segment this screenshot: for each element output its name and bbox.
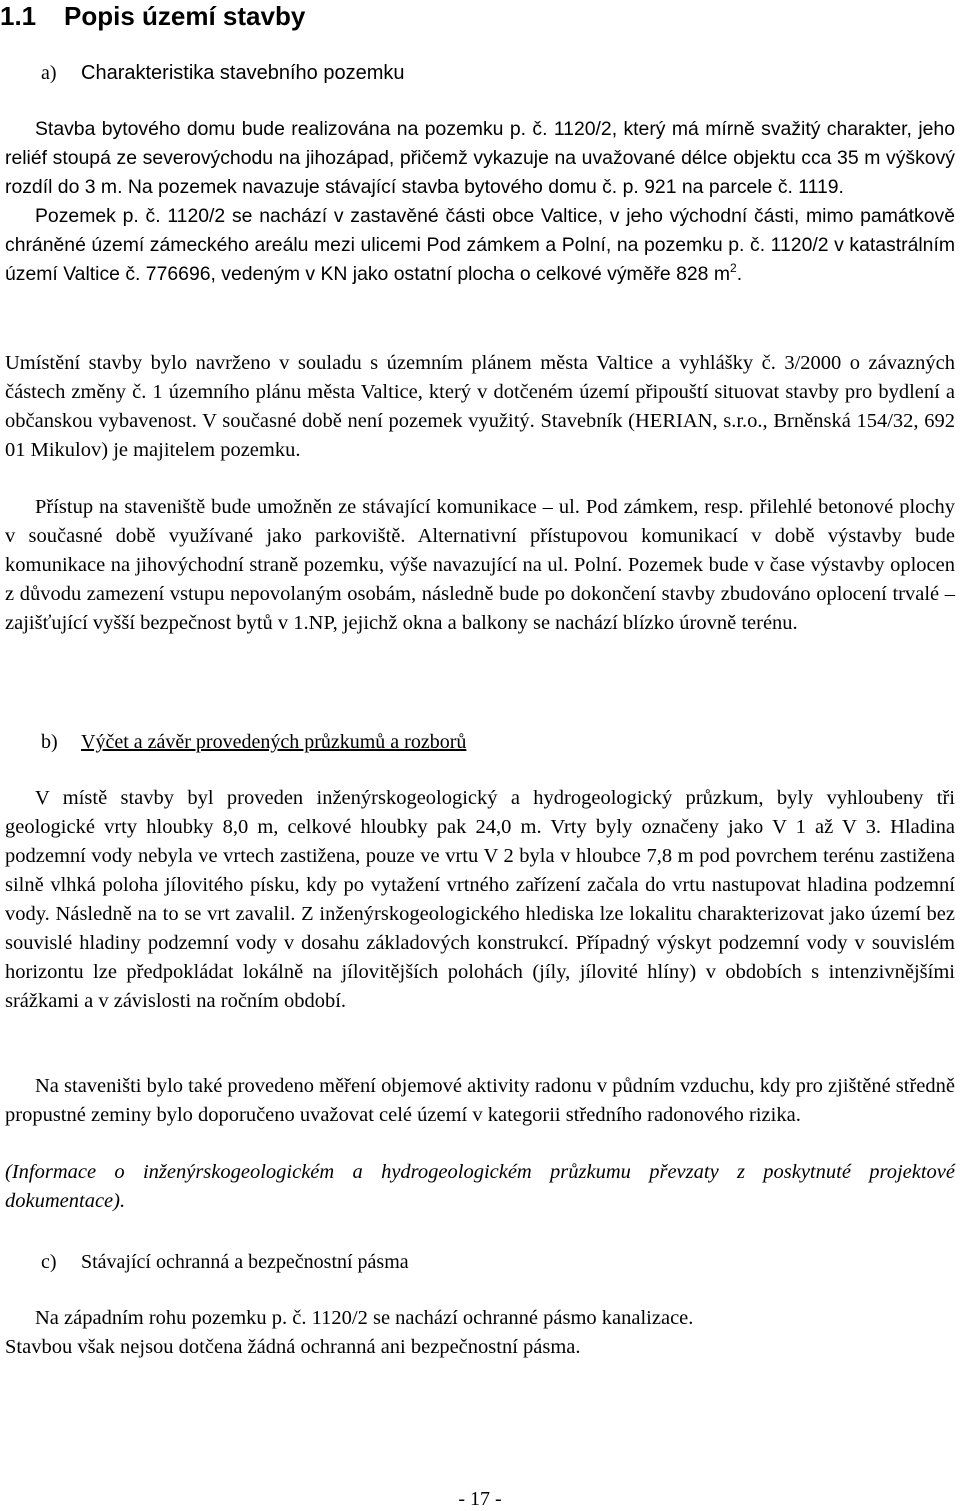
subsection-c-paragraph <box>5 1304 955 1362</box>
paragraph-text: Stavbou však nejsou dotčena žádná ochranná ani bezpečnostní pásma. <box>5 1336 581 1358</box>
subsection-b-letter: b) <box>41 731 58 753</box>
subsection-a-heading <box>41 60 405 86</box>
subsection-a-paragraph-2: Umístění stavby bylo navrženo v souladu s územním plánem města Valtice a vyhlášky č. 3/2000 o závazných částech změny č. 1 územního plánu města Valtice, který v dotčeném území připouští situovat stavby pro bydlení a občanskou vybavenost. V současné době není pozemek využitý. Stavebník (HERIAN, s.r.o., Brněnská 154/32, 692 01 Mikulov) je majitelem pozemku. <box>5 352 955 461</box>
paragraph-text: Stavba bytového domu bude realizována na pozemku p. č. 1120/2, který má mírně svažitý charakter, jeho reliéf stoupá ze severovýchodu na jihozápad, přičemž vykazuje na uvažované délce objektu cca 35 m výškový rozdíl do 3 m. Na pozemek navazuje stávající stavba bytového domu č. p. 921 na parcele č. 1119. <box>5 118 955 198</box>
paragraph-text: Pozemek p. č. 1120/2 se nachází v zastavěné části obce Valtice, v jeho východní části, mimo památkově chráněné území zámeckého areálu mezi ulicemi Pod zámkem a Polní, na pozemku p. č. 1120/2 v katastrálním území Valtice č. 776696, vedeným v KN jako ostatní plocha o celkové výměře 828 $m^2$. <box>5 205 955 285</box>
subsection-c-title: Stávající ochranná a bezpečnostní pásma <box>81 1251 409 1273</box>
section-heading <box>0 0 305 32</box>
subsection-a-paragraph-1 <box>5 115 955 289</box>
subsection-a-letter: a) <box>41 62 57 84</box>
subsection-c-letter: c) <box>41 1251 57 1273</box>
subsection-c-heading <box>41 1249 409 1275</box>
subsection-b-heading <box>41 729 466 755</box>
subsection-a-title: Charakteristika stavebního pozemku <box>81 62 405 84</box>
subsection-a-paragraph-3: Přístup na staveniště bude umožněn ze stávající komunikace – ul. Pod zámkem, resp. přilehlé betonové plochy v současné době využívané jako parkoviště. Alternativní přístupovou komunikací v době výstavby bude komunikace na jihovýchodní straně pozemku, výše navazující na ul. Polní. Pozemek bude v čase výstavby oplocen z důvodu zamezení vstupu nepovolaným osobám, následně bude po dokončení stavby zbudováno oplocení trvalé – zajišťující vyšší bezpečnost bytů v 1.NP, jejichž okna a balkony se nachází blízko úrovně terénu. <box>5 496 955 634</box>
subsection-b-paragraph-2: Na staveništi bylo také provedeno měření objemové aktivity radonu v půdním vzduchu, kdy pro zjištěné středně propustné zeminy bylo doporučeno uvažovat celé území v kategorii středního radonového rizika. <box>5 1075 955 1126</box>
subsection-b-paragraph-1: V místě stavby byl proveden inženýrskogeologický a hydrogeologický průzkum, byly vyhloubeny tři geologické vrty hloubky 8,0 m, celkové hloubky pak 24,0 m. Vrty byly označeny jako V 1 až V 3. Hladina podzemní vody nebyla ve vrtech zastižena, pouze ve vrtu V 2 byla v hloubce 7,8 m pod povrchem terénu zastižena silně vlhká poloha jílovitého písku, kdy po vytažení vrtného zařízení začala do vrtu nastupovat hladina podzemní vody. Následně na to se vrt zavalil. Z inženýrskogeologického hlediska lze lokalitu charakterizovat jako území bez souvislé hladiny podzemní vody v dosahu základových konstrukcí. Případný výskyt podzemní vody v souvislém horizontu lze předpokládat lokálně na jílovitějších polohách (jíly, jílovité hlíny) v obdobích s intenzivnějšími srážkami a v závislosti na ročním období. <box>5 787 955 1012</box>
subsection-b-title: Výčet a závěr provedených průzkumů a rozborů <box>81 731 467 753</box>
subsection-b-note: (Informace o inženýrskogeologickém a hydrogeologickém průzkumu převzaty z poskytnuté projektové dokumentace). <box>5 1161 955 1212</box>
section-number: 1.1 <box>0 1 37 31</box>
section-title: Popis území stavby <box>64 1 306 31</box>
paragraph-text: Na západním rohu pozemku p. č. 1120/2 se nachází ochranné pásmo kanalizace. <box>35 1307 694 1329</box>
page-number: - 17 - <box>458 1488 502 1510</box>
